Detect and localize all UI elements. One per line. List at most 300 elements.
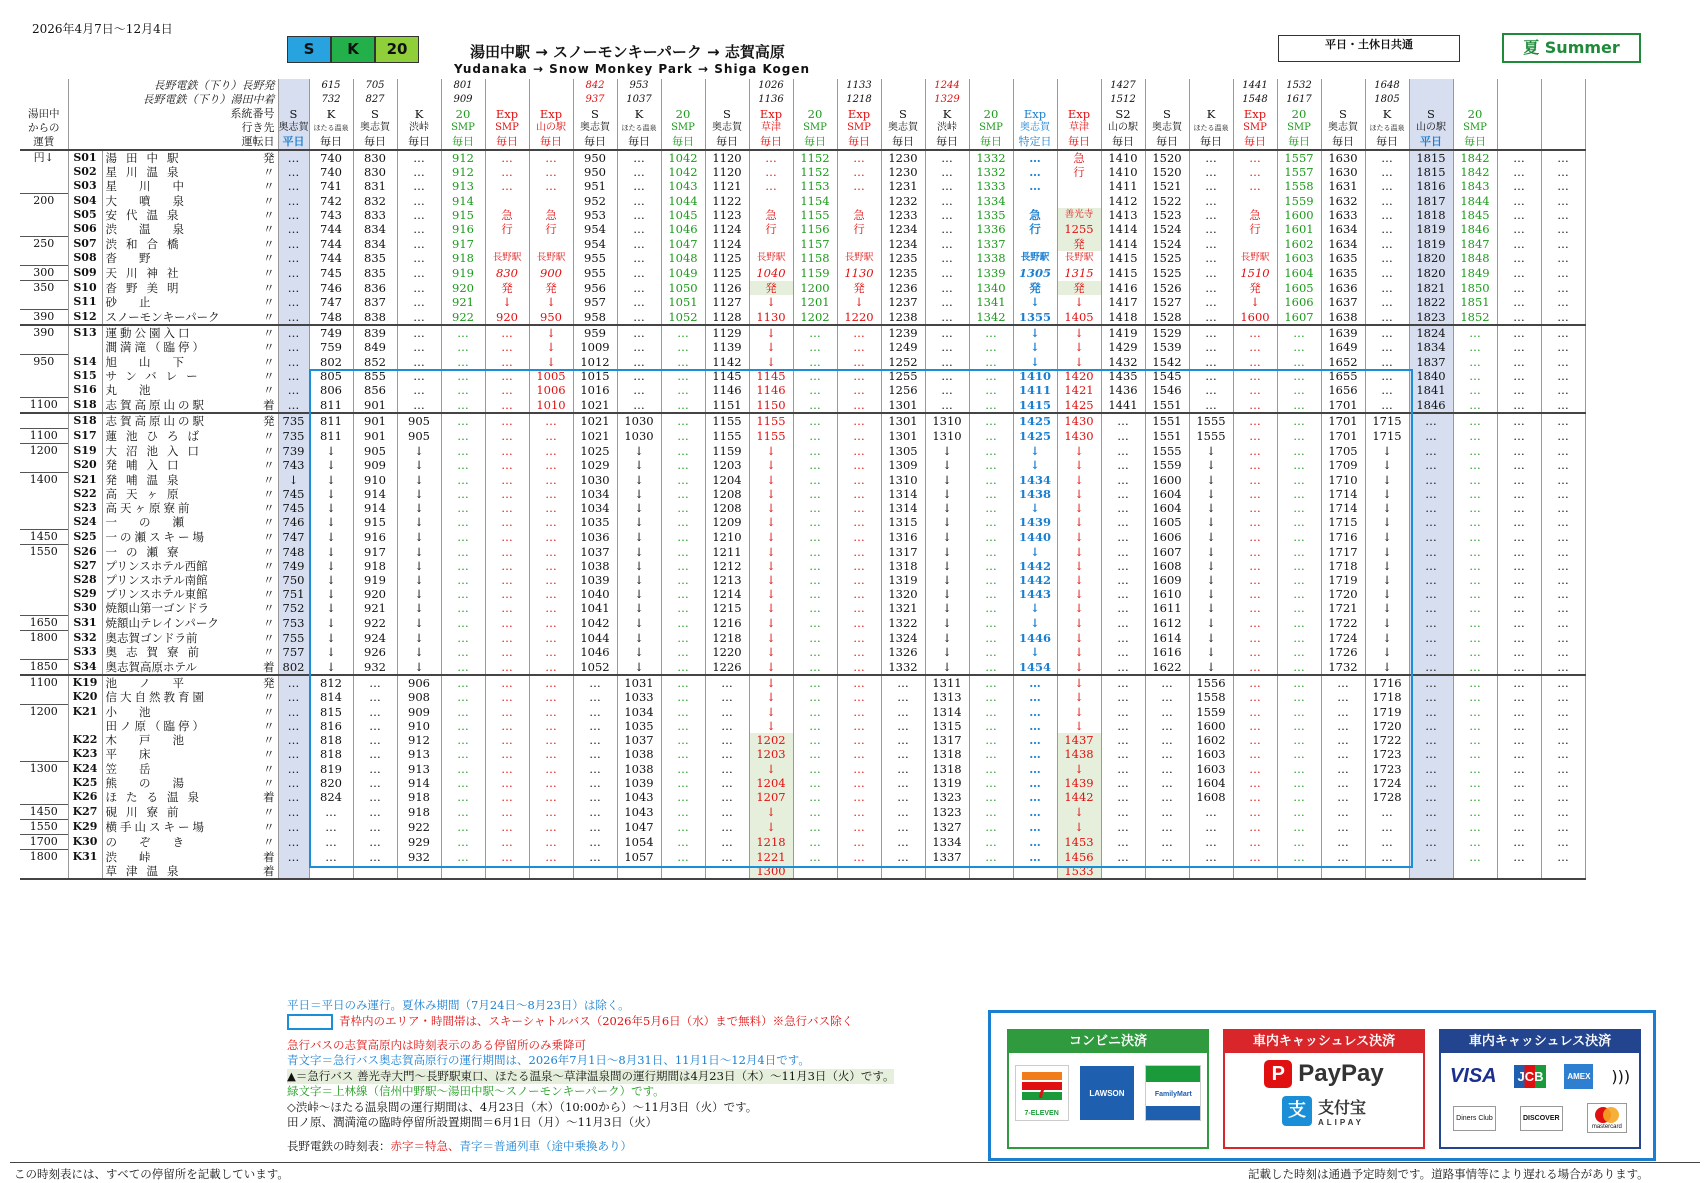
- time-cell: [278, 864, 309, 879]
- header-cell: S2: [1101, 107, 1145, 121]
- time-cell: 1037: [573, 545, 617, 560]
- time-cell: …: [1321, 733, 1365, 747]
- time-cell: [353, 864, 397, 879]
- stop-suffix: 〃: [263, 326, 275, 340]
- time-cell: …: [1453, 645, 1497, 660]
- time-cell: …: [1277, 660, 1321, 676]
- stop-row: [20, 413, 1585, 429]
- stop-name-text: 焼額山テレインパーク: [105, 616, 219, 630]
- time-cell: …: [1233, 458, 1277, 473]
- time-cell: ↓: [309, 660, 353, 676]
- header-cell: 山の駅: [1101, 121, 1145, 135]
- time-cell: ↓: [617, 444, 661, 459]
- time-cell: …: [1277, 805, 1321, 820]
- time-cell: ↓: [1189, 487, 1233, 501]
- time-cell: …: [1101, 616, 1145, 631]
- time-cell: 1327: [925, 820, 969, 835]
- time-cell: 1834: [1409, 340, 1453, 355]
- stop-suffix: 〃: [263, 340, 275, 355]
- time-cell: 1036: [573, 530, 617, 545]
- stop-row: [20, 487, 1585, 501]
- time-cell: …: [485, 398, 529, 414]
- time-cell: …: [1101, 747, 1145, 762]
- time-cell: ↓: [837, 295, 881, 310]
- time-cell: ↓: [749, 340, 793, 355]
- time-cell: [485, 237, 529, 252]
- time-cell: …: [793, 545, 837, 560]
- time-cell: …: [1453, 501, 1497, 515]
- stop-name-text: 大噴泉: [105, 193, 206, 208]
- time-cell: 1539: [1145, 340, 1189, 355]
- header-cell: Exp: [1233, 107, 1277, 121]
- time-cell: …: [1145, 805, 1189, 820]
- header-cell: 毎日: [1057, 135, 1101, 150]
- time-cell: …: [397, 340, 441, 355]
- time-cell: …: [1453, 675, 1497, 690]
- time-cell: 1208: [705, 501, 749, 515]
- time-cell: 839: [353, 325, 397, 340]
- time-cell: ↓: [749, 820, 793, 835]
- time-cell: 1340: [969, 281, 1013, 296]
- header-cell: [969, 79, 1013, 93]
- stop-suffix: 着: [263, 864, 275, 878]
- time-cell: 1847: [1453, 237, 1497, 252]
- time-cell: 735: [278, 429, 309, 444]
- time-cell: …: [1453, 762, 1497, 777]
- time-cell: …: [1365, 194, 1409, 209]
- time-cell: …: [1541, 473, 1585, 488]
- time-cell: 1204: [705, 473, 749, 488]
- stop-row: [20, 573, 1585, 587]
- time-cell: …: [1277, 473, 1321, 488]
- stop-name-text: 高天ヶ原: [105, 487, 188, 501]
- time-cell: …: [1101, 587, 1145, 601]
- time-cell: …: [1453, 690, 1497, 705]
- time-cell: …: [1453, 776, 1497, 790]
- time-cell: …: [1453, 616, 1497, 631]
- fare-cell: 1100: [20, 429, 68, 444]
- time-cell: …: [1497, 429, 1541, 444]
- time-cell: 906: [397, 675, 441, 690]
- time-cell: …: [705, 776, 749, 790]
- time-cell: 910: [353, 473, 397, 488]
- time-cell: ↓: [617, 616, 661, 631]
- stop-name: [102, 295, 278, 310]
- time-cell: …: [397, 355, 441, 370]
- stop-suffix: 〃: [263, 501, 275, 515]
- time-cell: [1189, 864, 1233, 879]
- header-cell: 842: [573, 79, 617, 93]
- time-cell: …: [617, 340, 661, 355]
- time-cell: ↓: [1013, 545, 1057, 560]
- stop-name-text: サンバレー: [105, 369, 207, 383]
- time-cell: 1415: [1013, 398, 1057, 414]
- time-cell: …: [969, 340, 1013, 355]
- time-cell: …: [353, 675, 397, 690]
- time-cell: …: [1233, 545, 1277, 560]
- time-cell: 長野駅: [1013, 251, 1057, 266]
- time-cell: …: [1189, 165, 1233, 179]
- time-cell: …: [1277, 458, 1321, 473]
- time-cell: 1815: [1409, 150, 1453, 165]
- time-cell: …: [661, 355, 705, 370]
- stop-suffix: 〃: [263, 719, 275, 733]
- stop-suffix: 〃: [263, 266, 275, 280]
- fare-cell: [20, 369, 68, 383]
- time-cell: …: [397, 295, 441, 310]
- mastercard-logo: [1587, 1103, 1627, 1133]
- stop-row: [20, 398, 1585, 414]
- time-cell: …: [925, 150, 969, 165]
- time-cell: …: [661, 444, 705, 459]
- time-cell: …: [617, 325, 661, 340]
- time-cell: ↓: [749, 325, 793, 340]
- time-cell: …: [1541, 587, 1585, 601]
- nagaden-label: 長野電鉄の時刻表：: [287, 1138, 391, 1153]
- time-cell: …: [617, 369, 661, 383]
- time-cell: …: [705, 675, 749, 690]
- time-cell: ↓: [617, 545, 661, 560]
- time-cell: …: [1233, 369, 1277, 383]
- time-cell: 957: [573, 295, 617, 310]
- time-cell: 長野駅: [1233, 251, 1277, 266]
- time-cell: ↓: [925, 559, 969, 573]
- time-cell: ↓: [397, 458, 441, 473]
- time-cell: …: [881, 835, 925, 850]
- time-cell: …: [1013, 690, 1057, 705]
- fare-cell: 250: [20, 237, 68, 252]
- time-cell: …: [1541, 705, 1585, 720]
- time-cell: 955: [573, 266, 617, 281]
- stop-row: [20, 222, 1585, 237]
- stop-suffix: 〃: [263, 309, 275, 324]
- time-cell: 1130: [749, 310, 793, 326]
- footer-right: 記載した時刻は通過予定時刻です。道路事情等により遅れる場合があります。: [1248, 1167, 1649, 1181]
- time-cell: …: [485, 587, 529, 601]
- time-cell: 1155: [705, 429, 749, 444]
- time-cell: …: [485, 820, 529, 835]
- time-cell: [529, 864, 573, 879]
- stop-code: K27: [68, 805, 102, 820]
- stop-name: [102, 369, 278, 383]
- time-cell: ↓: [1189, 473, 1233, 488]
- time-cell: [573, 864, 617, 879]
- time-cell: …: [1409, 587, 1453, 601]
- time-cell: …: [1453, 487, 1497, 501]
- stop-name: [102, 616, 278, 631]
- time-cell: 急: [529, 208, 573, 222]
- time-cell: 1714: [1321, 487, 1365, 501]
- time-cell: …: [1453, 747, 1497, 762]
- time-cell: …: [441, 850, 485, 865]
- time-cell: …: [353, 705, 397, 720]
- time-cell: …: [1453, 473, 1497, 488]
- time-cell: …: [573, 762, 617, 777]
- time-cell: 1235: [881, 251, 925, 266]
- time-cell: …: [617, 222, 661, 237]
- time-cell: …: [837, 587, 881, 601]
- time-cell: ↓: [309, 559, 353, 573]
- time-cell: 1039: [617, 776, 661, 790]
- time-cell: …: [309, 820, 353, 835]
- time-cell: [1409, 864, 1453, 879]
- time-cell: …: [1409, 660, 1453, 676]
- time-cell: ↓: [1013, 355, 1057, 370]
- time-cell: …: [1541, 733, 1585, 747]
- time-cell: 953: [573, 208, 617, 222]
- time-cell: 1318: [925, 747, 969, 762]
- time-cell: ↓: [749, 762, 793, 777]
- stop-code: S28: [68, 573, 102, 587]
- header-cell: SMP: [1277, 121, 1321, 135]
- time-cell: …: [661, 601, 705, 616]
- fare-cell: [20, 487, 68, 501]
- time-cell: ↓: [1189, 645, 1233, 660]
- time-cell: …: [925, 251, 969, 266]
- header-cell: 1329: [925, 93, 969, 107]
- time-cell: …: [485, 705, 529, 720]
- time-cell: …: [1189, 310, 1233, 326]
- period: 2026年4月7日～12月4日: [32, 22, 173, 36]
- time-cell: …: [617, 251, 661, 266]
- time-cell: …: [793, 719, 837, 733]
- time-cell: 1557: [1277, 150, 1321, 165]
- stop-code: S16: [68, 383, 102, 398]
- stop-name-text: プリンスホテル南館: [105, 573, 208, 587]
- header-cell: [1497, 121, 1541, 135]
- time-cell: 1845: [1453, 208, 1497, 222]
- time-cell: 1355: [1013, 310, 1057, 326]
- stop-row: [20, 281, 1585, 296]
- fare-cell: 1300: [20, 762, 68, 777]
- time-cell: ↓: [1189, 501, 1233, 515]
- stop-name-text: 天川神社: [105, 266, 188, 280]
- time-cell: 1155: [749, 413, 793, 429]
- time-cell: …: [397, 222, 441, 237]
- time-cell: …: [1541, 850, 1585, 865]
- time-cell: …: [837, 675, 881, 690]
- fare-cell: [20, 413, 68, 429]
- time-cell: …: [397, 266, 441, 281]
- header-cell: Exp: [485, 107, 529, 121]
- stop-row: [20, 805, 1585, 820]
- stop-suffix: 〃: [263, 573, 275, 587]
- time-cell: ↓: [1365, 444, 1409, 459]
- time-cell: 811: [309, 398, 353, 414]
- time-cell: 1316: [881, 530, 925, 545]
- time-cell: ↓: [925, 645, 969, 660]
- time-cell: ↓: [1057, 601, 1101, 616]
- time-cell: …: [793, 690, 837, 705]
- time-cell: …: [1277, 705, 1321, 720]
- time-cell: …: [1277, 776, 1321, 790]
- time-cell: ↓: [397, 573, 441, 587]
- time-cell: ↓: [925, 501, 969, 515]
- stop-code: S27: [68, 559, 102, 573]
- stop-name-text: プリンスホテル東館: [105, 587, 208, 601]
- time-cell: 950: [573, 150, 617, 165]
- time-cell: …: [837, 660, 881, 676]
- stop-name: [102, 733, 278, 747]
- time-cell: …: [705, 762, 749, 777]
- time-cell: …: [1497, 530, 1541, 545]
- time-cell: …: [1233, 645, 1277, 660]
- time-cell: …: [1233, 631, 1277, 646]
- time-cell: …: [529, 747, 573, 762]
- time-cell: …: [661, 487, 705, 501]
- time-cell: 1042: [661, 150, 705, 165]
- time-cell: 1044: [573, 631, 617, 646]
- time-cell: …: [485, 850, 529, 865]
- time-cell: …: [1145, 820, 1189, 835]
- time-cell: 1317: [881, 545, 925, 560]
- time-cell: 1603: [1189, 762, 1233, 777]
- time-cell: 745: [278, 501, 309, 515]
- fare-cell: 1450: [20, 530, 68, 545]
- stop-name: [102, 864, 278, 879]
- time-cell: …: [441, 747, 485, 762]
- stop-code: S13: [68, 325, 102, 340]
- time-cell: 812: [309, 675, 353, 690]
- time-cell: …: [1101, 776, 1145, 790]
- operating-days: 平日・土休日共通: [1278, 35, 1460, 62]
- stop-suffix: 〃: [263, 559, 275, 573]
- time-cell: …: [278, 369, 309, 383]
- time-cell: …: [749, 179, 793, 194]
- time-cell: …: [441, 473, 485, 488]
- time-cell: 1052: [661, 310, 705, 326]
- note-rinji: 田ノ原、澗満滝の臨時停留所設置期間＝6月1日（月）～11月3日（火）: [287, 1115, 658, 1129]
- time-cell: …: [1277, 355, 1321, 370]
- note-exp1: 急行バスの志賀高原内は時刻表示のある停留所のみ乗降可: [287, 1037, 586, 1052]
- time-cell: …: [1409, 690, 1453, 705]
- time-cell: …: [705, 733, 749, 747]
- header-cell: S: [573, 107, 617, 121]
- time-cell: …: [278, 340, 309, 355]
- time-cell: [749, 194, 793, 209]
- time-cell: 1145: [705, 369, 749, 383]
- header-cell: [1057, 93, 1101, 107]
- time-cell: 1604: [1189, 776, 1233, 790]
- stop-code: S03: [68, 179, 102, 194]
- stop-name-text: 小池: [105, 704, 173, 719]
- time-cell: 行: [1233, 222, 1277, 237]
- time-cell: …: [397, 194, 441, 209]
- time-cell: ↓: [617, 487, 661, 501]
- time-cell: 914: [353, 501, 397, 515]
- header-cell: 毎日: [1277, 135, 1321, 150]
- time-cell: 1121: [705, 179, 749, 194]
- route-title: 湯田中駅 → スノーモンキーパーク → 志賀高原: [470, 43, 785, 61]
- time-cell: ↓: [1057, 616, 1101, 631]
- time-cell: 1843: [1453, 179, 1497, 194]
- note-blue-area: [287, 1014, 894, 1030]
- time-cell: [925, 864, 969, 879]
- time-cell: …: [661, 835, 705, 850]
- time-cell: …: [529, 530, 573, 545]
- time-cell: 1405: [1057, 310, 1101, 326]
- stop-suffix: 発: [263, 151, 275, 165]
- fare-cell: 1550: [20, 545, 68, 560]
- header-fare-label: 運賃: [20, 135, 68, 150]
- time-cell: …: [573, 690, 617, 705]
- time-cell: 913: [397, 762, 441, 777]
- time-cell: …: [969, 631, 1013, 646]
- time-cell: …: [925, 222, 969, 237]
- time-cell: 833: [353, 208, 397, 222]
- time-cell: …: [705, 747, 749, 762]
- time-cell: …: [1541, 310, 1585, 326]
- time-cell: …: [793, 805, 837, 820]
- time-cell: 1310: [925, 413, 969, 429]
- time-cell: …: [1189, 369, 1233, 383]
- time-cell: 1819: [1409, 237, 1453, 252]
- time-cell: 915: [441, 208, 485, 222]
- time-cell: 1529: [1145, 325, 1189, 340]
- header-cell: K: [309, 107, 353, 121]
- time-cell: …: [1145, 776, 1189, 790]
- time-cell: 908: [397, 690, 441, 705]
- time-cell: ↓: [1057, 473, 1101, 488]
- time-cell: [441, 864, 485, 879]
- time-cell: …: [353, 776, 397, 790]
- time-cell: 長野駅: [837, 251, 881, 266]
- header-cell: 20: [1277, 107, 1321, 121]
- time-cell: 1152: [793, 165, 837, 179]
- stop-name: [102, 762, 278, 777]
- time-cell: 1159: [705, 444, 749, 459]
- time-cell: …: [1233, 660, 1277, 676]
- time-cell: …: [1233, 850, 1277, 865]
- time-cell: …: [969, 790, 1013, 805]
- stop-name: [102, 559, 278, 573]
- payment-card-qr: [1223, 1029, 1425, 1149]
- note-nagaden: [287, 1139, 894, 1155]
- header-cell: 草津: [1057, 121, 1101, 135]
- time-cell: 1231: [881, 179, 925, 194]
- stop-code: S02: [68, 165, 102, 179]
- time-cell: 行: [1057, 165, 1101, 179]
- time-cell: 発: [1057, 281, 1101, 296]
- time-cell: 1041: [573, 601, 617, 616]
- time-cell: …: [1453, 835, 1497, 850]
- time-cell: 913: [441, 179, 485, 194]
- time-cell: 1441: [1101, 398, 1145, 414]
- time-cell: …: [1101, 705, 1145, 720]
- header-cell: 毎日: [705, 135, 749, 150]
- time-cell: …: [881, 733, 925, 747]
- stop-name-text: 一の瀬スキー場: [105, 530, 207, 544]
- time-cell: ↓: [749, 719, 793, 733]
- time-cell: ↓: [1013, 601, 1057, 616]
- time-cell: 1255: [881, 369, 925, 383]
- time-cell: …: [793, 631, 837, 646]
- time-cell: 1723: [1365, 762, 1409, 777]
- time-cell: …: [1365, 835, 1409, 850]
- time-cell: …: [661, 733, 705, 747]
- time-cell: 1419: [1101, 325, 1145, 340]
- stop-code: S34: [68, 660, 102, 676]
- time-cell: …: [1233, 790, 1277, 805]
- time-cell: …: [969, 719, 1013, 733]
- time-cell: 1124: [705, 237, 749, 252]
- time-cell: …: [278, 310, 309, 326]
- time-cell: 952: [573, 194, 617, 209]
- fare-cell: [20, 458, 68, 473]
- stop-suffix: 〃: [263, 429, 275, 443]
- stop-suffix: 〃: [263, 587, 275, 601]
- time-cell: …: [1409, 790, 1453, 805]
